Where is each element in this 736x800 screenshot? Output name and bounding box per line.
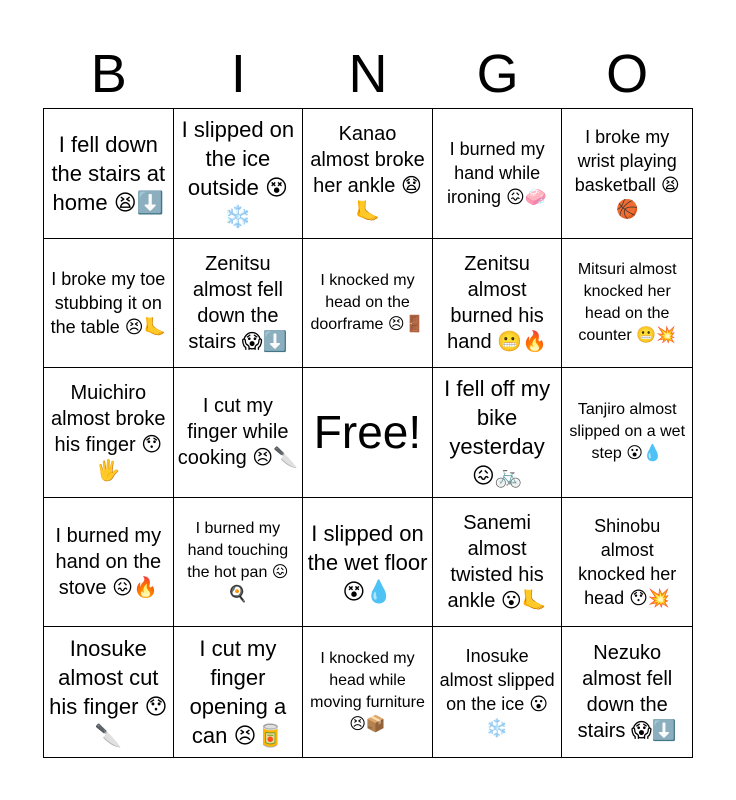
bingo-cell[interactable]: Kanao almost broke her ankle 😧🦶: [303, 109, 433, 239]
bingo-cell[interactable]: Muichiro almost broke his finger 😯🖐: [44, 368, 174, 498]
bingo-cell[interactable]: Zenitsu almost fell down the stairs 😱⬇️: [174, 239, 304, 369]
bingo-cell[interactable]: I burned my hand touching the hot pan 😖🍳: [174, 498, 304, 628]
bingo-cell[interactable]: I burned my hand while ironing 😖🧼: [433, 109, 563, 239]
bingo-cell[interactable]: Zenitsu almost burned his hand 😬🔥: [433, 239, 563, 369]
bingo-cell[interactable]: Inosuke almost cut his finger 😯🔪: [44, 627, 174, 757]
bingo-cell[interactable]: Nezuko almost fell down the stairs 😱⬇️: [577, 642, 677, 743]
bingo-cell[interactable]: I cut my finger while cooking 😣🔪: [174, 368, 304, 498]
header-letter-g: G: [476, 44, 519, 104]
bingo-grid: [43, 108, 693, 758]
header-letter-i: I: [230, 44, 246, 104]
bingo-cell[interactable]: I knocked my head while moving furniture 😣📦: [303, 627, 433, 757]
bingo-cell[interactable]: I broke my toe stubbing it on the table 😣🦶: [44, 239, 174, 369]
bingo-cell[interactable]: I fell off my bike yesterday 😖🚲: [433, 368, 563, 498]
bingo-cell[interactable]: Mitsuri almost knocked her head on the counter 😬💥: [562, 239, 692, 369]
bingo-cell[interactable]: I slipped on the wet floor 😵💧: [303, 498, 433, 628]
bingo-cell[interactable]: I slipped on the ice outside 😵❄️: [174, 109, 304, 239]
bingo-header: [44, 40, 692, 108]
bingo-cell[interactable]: I burned my hand on the stove 😖🔥: [44, 498, 174, 628]
bingo-cell[interactable]: Shinobu almost knocked her head 😯💥: [562, 498, 692, 628]
header-letter-b: B: [90, 44, 127, 104]
bingo-cell[interactable]: I fell down the stairs at home 😫⬇️: [44, 109, 174, 239]
bingo-cell[interactable]: I knocked my head on the doorframe 😣🚪: [303, 239, 433, 369]
bingo-cell[interactable]: Inosuke almost slipped on the ice 😮❄️: [433, 627, 563, 757]
header-letter-n: N: [348, 44, 388, 104]
bingo-cell[interactable]: I broke my wrist playing basketball 😫🏀: [562, 109, 692, 239]
bingo-cell[interactable]: I cut my finger opening a can 😣🥫: [174, 627, 304, 757]
bingo-cell[interactable]: Tanjiro almost slipped on a wet step 😮💧: [562, 368, 692, 498]
bingo-cell[interactable]: Sanemi almost twisted his ankle 😮🦶: [433, 498, 563, 628]
free-space-cell[interactable]: Free!: [303, 368, 433, 498]
header-letter-o: O: [606, 44, 649, 104]
